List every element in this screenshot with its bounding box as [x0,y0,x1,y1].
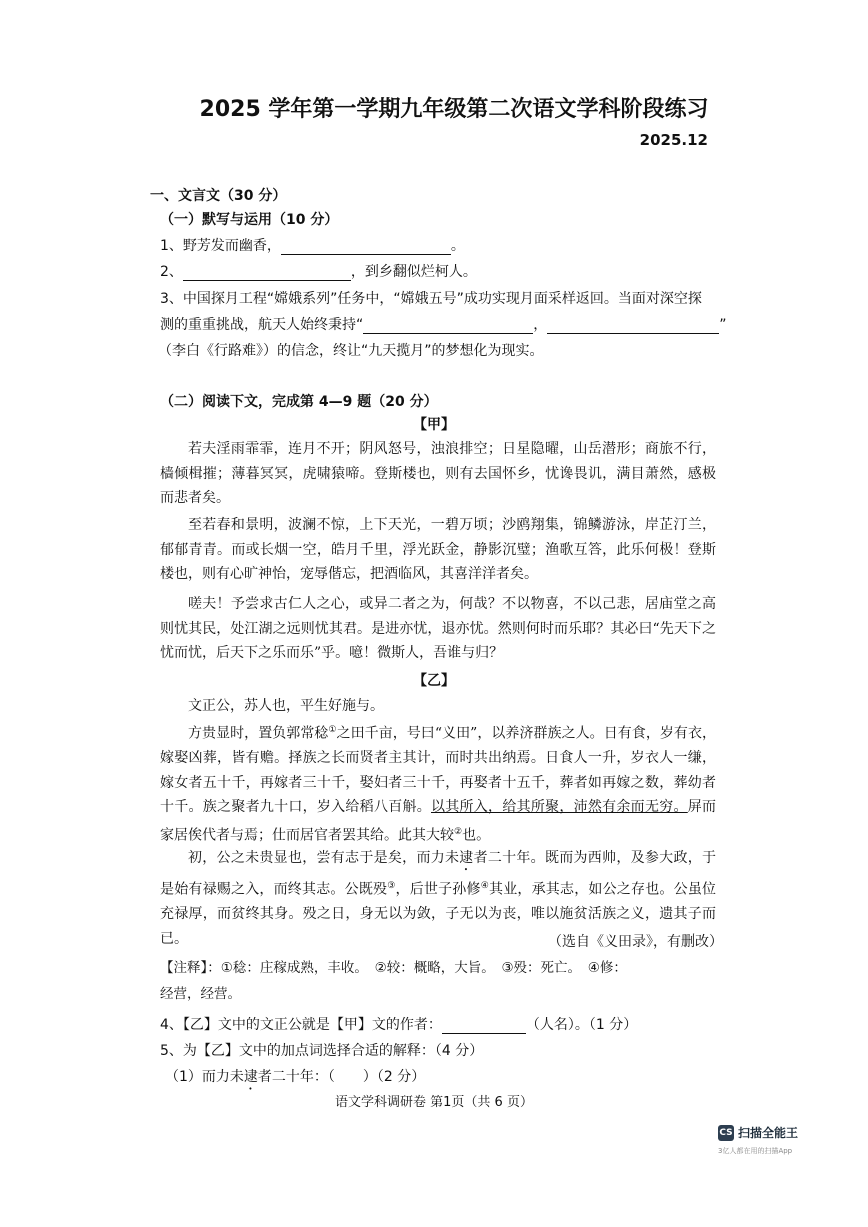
question-2: 2、 ，到乡翻似烂柯人。 [160,264,477,280]
text-label-yi: 【乙】 [413,673,455,689]
scanner-watermark [718,1124,798,1141]
jia-paragraph-2: 至若春和景明，波澜不惊，上下天光，一碧万顷；沙鸥翔集，锦鳞游泳，岸芷汀兰，郁郁青青。而或长烟一空，皓月千里，浮光跃金，静影沉璧；渔歌互答，此乐何极！登斯楼也，则有心旷神怡，宠辱偕忘，把酒临风，其喜洋洋者矣。 [160,517,716,582]
subsection-heading-reading: （二）阅读下文，完成第 4—9 题（20 分） [160,394,438,410]
yi-paragraph-1: 文正公，苏人也，平生好施与。 [188,698,384,714]
question-5: 5、为【乙】文中的加点词选择合适的解释：（4 分） [160,1043,484,1059]
answer-blank[interactable] [363,319,533,334]
footnote-marker: ② [454,826,463,837]
question-4: 4、【乙】文中的文正公就是【甲】文的作者： （人名）。（1 分） [160,1017,638,1033]
camscanner-logo-icon: CS [718,1125,734,1141]
footnote-marker: ① [328,725,337,735]
answer-blank[interactable] [281,240,451,255]
answer-blank[interactable] [442,1019,526,1034]
emphasized-word: 逮 [243,1069,258,1085]
source-citation: （选自《义田录》，有删改） [548,934,723,950]
annotations-line2: 经营，经营。 [160,986,241,1002]
exam-date: 2025.12 [639,131,708,149]
jia-paragraph-1: 若夫淫雨霏霏，连月不开；阴风怒号，浊浪排空；日星隐曜，山岳潜形；商旅不行，樯倾楫摧；薄暮冥冥，虎啸猿啼。登斯楼也，则有去国怀乡，忧谗畏讥，满目萧然，感极而悲者矣。 [160,441,716,506]
yi-paragraph-2: 方贵显时，置负郭常稔①之田千亩，号曰“义田”，以养济群族之人。日有食，岁有衣，嫁娶凶葬，皆有赡。择族之长而贤者主其计，而时共出纳焉。日食人一升，岁衣人一缣，嫁女者五十千，再嫁者三十千，娶妇者三十千，再娶者十五千，葬者如再嫁之数，葬幼者十千。族之聚者九十口，岁入给稻八百斛。以其所入，给其所聚，沛然有余而无穷。屏而家居俟代者与焉；仕而居官者罢其给。此其大较②也。 [160,725,717,844]
question-5-1: （1）而力未逮者二十年：（ ）（2 分） [165,1069,426,1085]
annotations-line1: 【注释】：①稔：庄稼成熟，丰收。 ②较：概略，大旨。 ③殁：死亡。 ④修： [160,960,627,976]
footnote-marker: ④ [480,881,489,891]
emphasized-word: 逮 [459,850,474,866]
watermark-tagline: 3亿人都在用的扫描App [718,1147,793,1155]
page-title: 2025 学年第一学期九年级第二次语文学科阶段练习 [199,97,709,122]
watermark-brand: 扫描全能王 [738,1126,799,1140]
subsection-heading-dictation: （一）默写与运用（10 分） [160,212,339,228]
underlined-sentence: 以其所入，给其所聚，沛然有余而无穷。 [431,799,688,816]
footnote-marker: ③ [387,881,396,891]
answer-blank[interactable] [183,266,351,281]
yi-paragraph-3: 初，公之未贵显也，尝有志于是矣，而力未逮者二十年。既而为西帅，及参大政，于是始有禄赐之入，而终其志。公既殁③，后世子孙修④其业，承其志，如公之存也。公虽位充禄厚，而贫终其身。殁之日，身无以为敛，子无以为丧，唯以施贫活族之义，遗其子而已。 [160,850,717,947]
jia-paragraph-3: 嗟夫！予尝求古仁人之心，或异二者之为，何哉？不以物喜，不以己悲，居庙堂之高则忧其民，处江湖之远则忧其君。是进亦忧，退亦忧。然则何时而乐耶？其必曰“先天下之忧而忧，后天下之乐而乐”乎。噫！微斯人，吾谁与归？ [160,596,716,661]
section-heading-classical: 一、文言文（30 分） [150,188,287,204]
answer-blank[interactable] [547,319,719,334]
question-3-line3: （李白《行路难》）的信念，终让“九天揽月”的梦想化为现实。 [158,343,544,359]
page-footer: 语文学科调研卷 第1页（共 6 页） [335,1095,533,1110]
question-1: 1、野芳发而幽香， 。 [160,238,465,254]
question-3-line2: 测的重重挑战，航天人始终秉持“ ， ” [160,317,727,333]
question-3-line1: 3、中国探月工程“嫦娥系列”任务中，“嫦娥五号”成功实现月面采样返回。当面对深空探 [160,291,702,307]
text-label-jia: 【甲】 [413,417,455,433]
